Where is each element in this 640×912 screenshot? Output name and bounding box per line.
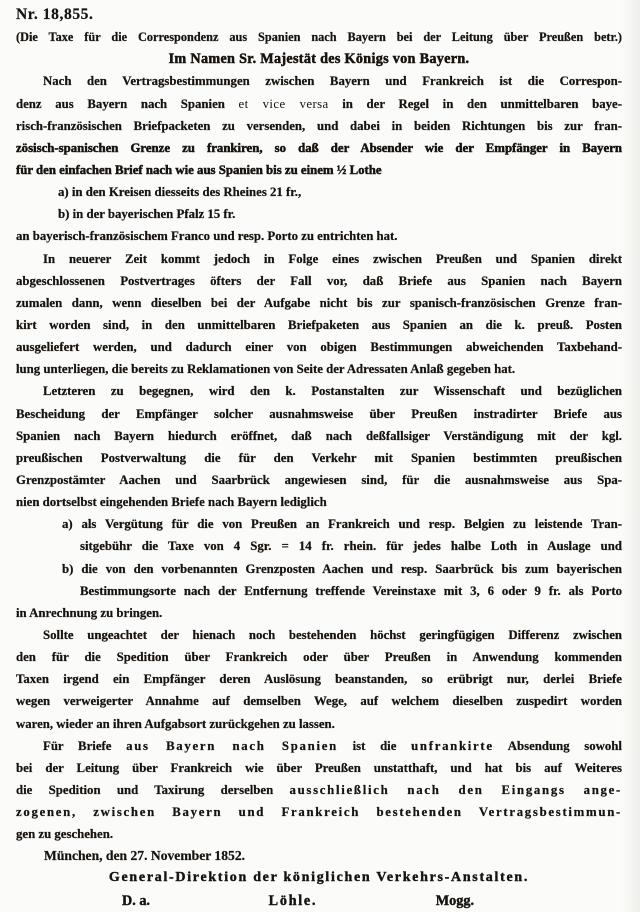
document-number <box>16 4 622 26</box>
text-line <box>16 735 622 757</box>
text-line <box>16 823 622 845</box>
text-segment: bei der Leitung über Frankreich wie über Preußen unstatthaft, und hat bis auf Weiteres <box>16 760 622 775</box>
text-line <box>16 668 622 690</box>
text-segment: Letzteren zu begegnen, wird den k. Postanstalten zur Wissenschaft und bezüglichen <box>43 384 622 399</box>
text-segment: Nr. 18,855. <box>16 6 94 23</box>
text-line <box>16 713 622 735</box>
text-line <box>16 93 622 115</box>
gesperrt-text: aus Bayern nach Spanien <box>126 738 338 753</box>
text-line <box>16 535 622 557</box>
text-segment: preußischen Postverwaltung die für den Verkehr mit Spanien bestimmten preußischen <box>16 450 622 465</box>
text-segment: General-Direktion der königlichen Verkehrs-Anstalten. <box>108 870 530 886</box>
text-line <box>16 115 622 137</box>
text-segment: b) in der bayerischen Pfalz 15 fr. <box>58 207 236 222</box>
text-line <box>16 779 622 801</box>
text-segment: abgeschlossenen Postvertrages öfters der Fall vor, daß Briefe aus Spanien nach Bayern <box>16 273 622 288</box>
text-segment: nien dortselbst eingehenden Briefe nach Bayern lediglich <box>16 495 327 510</box>
text-line <box>16 203 622 225</box>
text-segment: Bescheidung der Empfänger solcher ausnahmsweise über Preußen instradirter Briefe aus <box>16 406 622 421</box>
text-line <box>16 358 622 380</box>
text-line <box>16 580 622 602</box>
text-line <box>16 690 622 712</box>
text-segment: zösisch-spanischen Grenze zu frankiren, so daß der Absender wie der Empfänger in Bayern <box>16 140 622 155</box>
text-line <box>16 624 622 646</box>
text-segment: b) die von den vorbenannten Grenzposten Aachen und resp. Saarbrück bis zum bayerischen <box>62 561 622 576</box>
signatures-row <box>16 890 622 912</box>
text-segment: für den einfachen Brief nach wie aus Spanien bis zu einem ½ Lothe <box>16 162 382 177</box>
text-segment: Bestimmungsorte nach der Entfernung treffende Vereinstaxe mit 3, 6 oder 9 fr. als Porto <box>80 583 622 598</box>
text-line <box>16 403 622 425</box>
text-line <box>16 513 622 535</box>
text-segment: in Anrechnung zu bringen. <box>16 605 163 620</box>
date-line <box>16 845 622 867</box>
text-line <box>16 248 622 270</box>
text-segment: a) in den Kreisen diesseits des Rheines 21 fr., <box>58 185 302 200</box>
text-segment: ist die <box>337 738 412 753</box>
gesperrt-text: ausschließlich nach den Eingangs ange- <box>289 782 622 797</box>
text-segment: den für die Spedition über Frankreich oder über Preußen in Anwendung kommenden <box>16 650 622 665</box>
text-segment: gen zu geschehen. <box>16 827 114 842</box>
text-segment: (Die Taxe für die Correspondenz aus Spanien nach Bayern bei der Leitung über Preußen betr.) <box>16 30 622 45</box>
text-line <box>16 314 622 336</box>
antiqua-text: et vice versa <box>238 96 329 111</box>
text-line <box>16 380 622 402</box>
text-segment: Mogg. <box>435 892 474 909</box>
text-segment: Nach den Vertragsbestimmungen zwischen Bayern und Frankreich ist die Correspon- <box>43 74 622 89</box>
text-segment: Sollte ungeachtet der hienach noch bestehenden höchst geringfügigen Differenz zwischen <box>43 627 622 642</box>
text-line <box>16 159 622 181</box>
text-segment: Taxen irgend ein Empfänger deren Auslösung beanstanden, so erübrigt nur, derlei Briefe <box>16 672 622 687</box>
gesperrt-text: unfrankirte <box>411 738 494 753</box>
text-segment: Absendung sowohl <box>493 738 622 753</box>
text-segment: wegen verweigerter Annahme auf demselben Wege, auf welchem dieselben zuspedirt worden <box>16 694 622 709</box>
text-line <box>16 270 622 292</box>
text-segment: an bayerisch-französischem Franco und resp. Porto zu entrichten hat. <box>16 229 398 244</box>
text-segment: sitgebühr die Taxe von 4 Sgr. = 14 fr. rhein. für jedes halbe Loth in Auslage und <box>80 539 622 554</box>
issuing-authority <box>16 867 622 889</box>
text-segment: Spanien nach Bayern hiedurch eröffnet, daß nach deßfallsiger Verständigung mit der kgl. <box>16 428 622 443</box>
text-segment: lung unterliegen, die bereits zu Reklamationen von Seite der Adressaten Anlaß gegeben hat. <box>16 362 516 377</box>
text-line <box>16 646 622 668</box>
gesperrt-text: zogenen, zwischen Bayern und Frankreich bestehenden Vertragsbestimmun- <box>16 805 622 820</box>
text-line <box>16 137 622 159</box>
text-segment: In neuerer Zeit kommt jedoch in Folge eines zwischen Preußen und Spanien direkt <box>43 251 622 266</box>
text-segment: Für Briefe <box>43 738 127 753</box>
text-line <box>16 801 622 823</box>
text-segment: a) als Vergütung für die von Preußen an Frankreich und resp. Belgien zu leistende Tran- <box>62 517 622 532</box>
text-segment: die Spedition und Taxirung derselben <box>16 782 290 797</box>
text-segment: München, den 27. November 1852. <box>44 848 246 864</box>
royal-heading <box>16 48 622 70</box>
text-line <box>16 336 622 358</box>
text-segment: ausgeliefert werden, und dadurch einer von obigen Bestimmungen abweichenden Taxbehand- <box>16 340 622 355</box>
text-line <box>16 181 622 203</box>
text-segment: Im Namen Sr. Majestät des Königs von Bayern. <box>168 51 470 68</box>
text-line <box>16 447 622 469</box>
subject-line <box>16 26 622 48</box>
text-segment: D. a. <box>122 892 150 909</box>
text-line <box>16 491 622 513</box>
text-line <box>16 469 622 491</box>
text-line <box>16 757 622 779</box>
text-line <box>16 602 622 624</box>
text-segment: in der Regel in den unmittelbaren baye- <box>328 96 622 111</box>
text-segment: waren, wieder an ihren Aufgabsort zurückgehen zu lassen. <box>16 716 335 731</box>
text-line <box>16 425 622 447</box>
text-line <box>16 225 622 247</box>
text-segment: Grenzpostämter Aachen und Saarbrück angewiesen sind, für die ausnahmsweise aus Spa- <box>16 472 622 487</box>
text-line <box>16 70 622 92</box>
text-line <box>16 558 622 580</box>
text-segment: denz aus Bayern nach Spanien <box>16 96 239 111</box>
text-line <box>16 292 622 314</box>
text-segment: risch-französischen Briefpacketen zu versenden, und dabei in beiden Richtungen bis zur fran- <box>16 118 622 133</box>
gesperrt-text: Löhle. <box>268 892 318 909</box>
text-segment: zumalen dann, wenn dieselben bei der Aufgabe nicht bis zur spanisch-französischen Grenze fran- <box>16 295 622 310</box>
text-segment: kirt worden sind, in den unmittelbaren Briefpaketen aus Spanien an die k. preuß. Posten <box>16 317 622 332</box>
